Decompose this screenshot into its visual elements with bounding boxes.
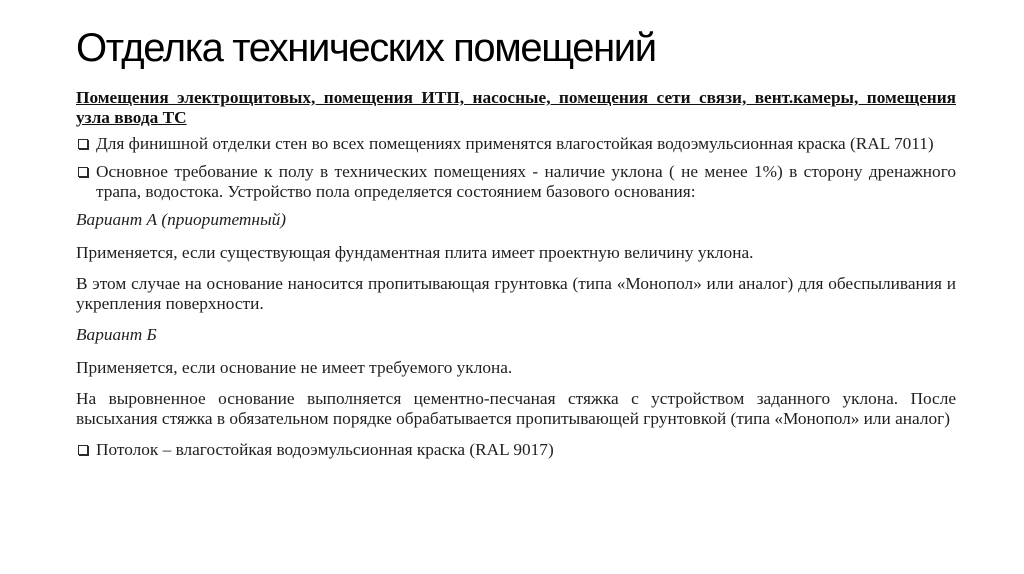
bullet-floor xyxy=(76,162,956,202)
bullet-walls-text: Для финишной отделки стен во всех помещениях применятся влагостойкая водоэмульсионная краска (RAL 7011) xyxy=(96,134,934,153)
checkbox-square-icon xyxy=(78,167,88,177)
variant-a-text-2: В этом случае на основание наносится пропитывающая грунтовка (типа «Монопол» или аналог) для обеспыливания и укрепления поверхности. xyxy=(76,274,956,313)
variant-a-text-1: Применяется, если существующая фундаментная плита имеет проектную величину уклона. xyxy=(76,243,754,262)
variant-b-text-2: На выровненное основание выполняется цементно-песчаная стяжка с устройством заданного уклона. После высыхания стяжка в обязательном порядке обрабатывается пропитывающей грунтовкой (типа «Монопол» или аналог) xyxy=(76,389,956,428)
variant-b-text-1: Применяется, если основание не имеет требуемого уклона. xyxy=(76,358,513,377)
checkbox-square-icon xyxy=(78,139,88,149)
bullet-ceiling xyxy=(76,440,956,460)
bullet-ceiling-text: Потолок – влагостойкая водоэмульсионная краска (RAL 9017) xyxy=(96,440,554,459)
bullet-walls xyxy=(76,134,956,154)
section-heading: Помещения электрощитовых, помещения ИТП, насосные, помещения сети связи, вент.камеры, помещения узла ввода ТС xyxy=(76,88,956,127)
variant-a-label: Вариант А (приоритетный) xyxy=(76,210,287,229)
variant-b-label: Вариант Б xyxy=(76,325,157,344)
checkbox-square-icon xyxy=(78,445,88,455)
slide-content xyxy=(76,88,956,468)
bullet-floor-text: Основное требование к полу в технических помещениях - наличие уклона ( не менее 1%) в сторону дренажного трапа, водостока. Устройство пола определяется состоянием базового основания: xyxy=(96,162,956,201)
slide-title: Отделка технических помещений xyxy=(76,26,656,70)
